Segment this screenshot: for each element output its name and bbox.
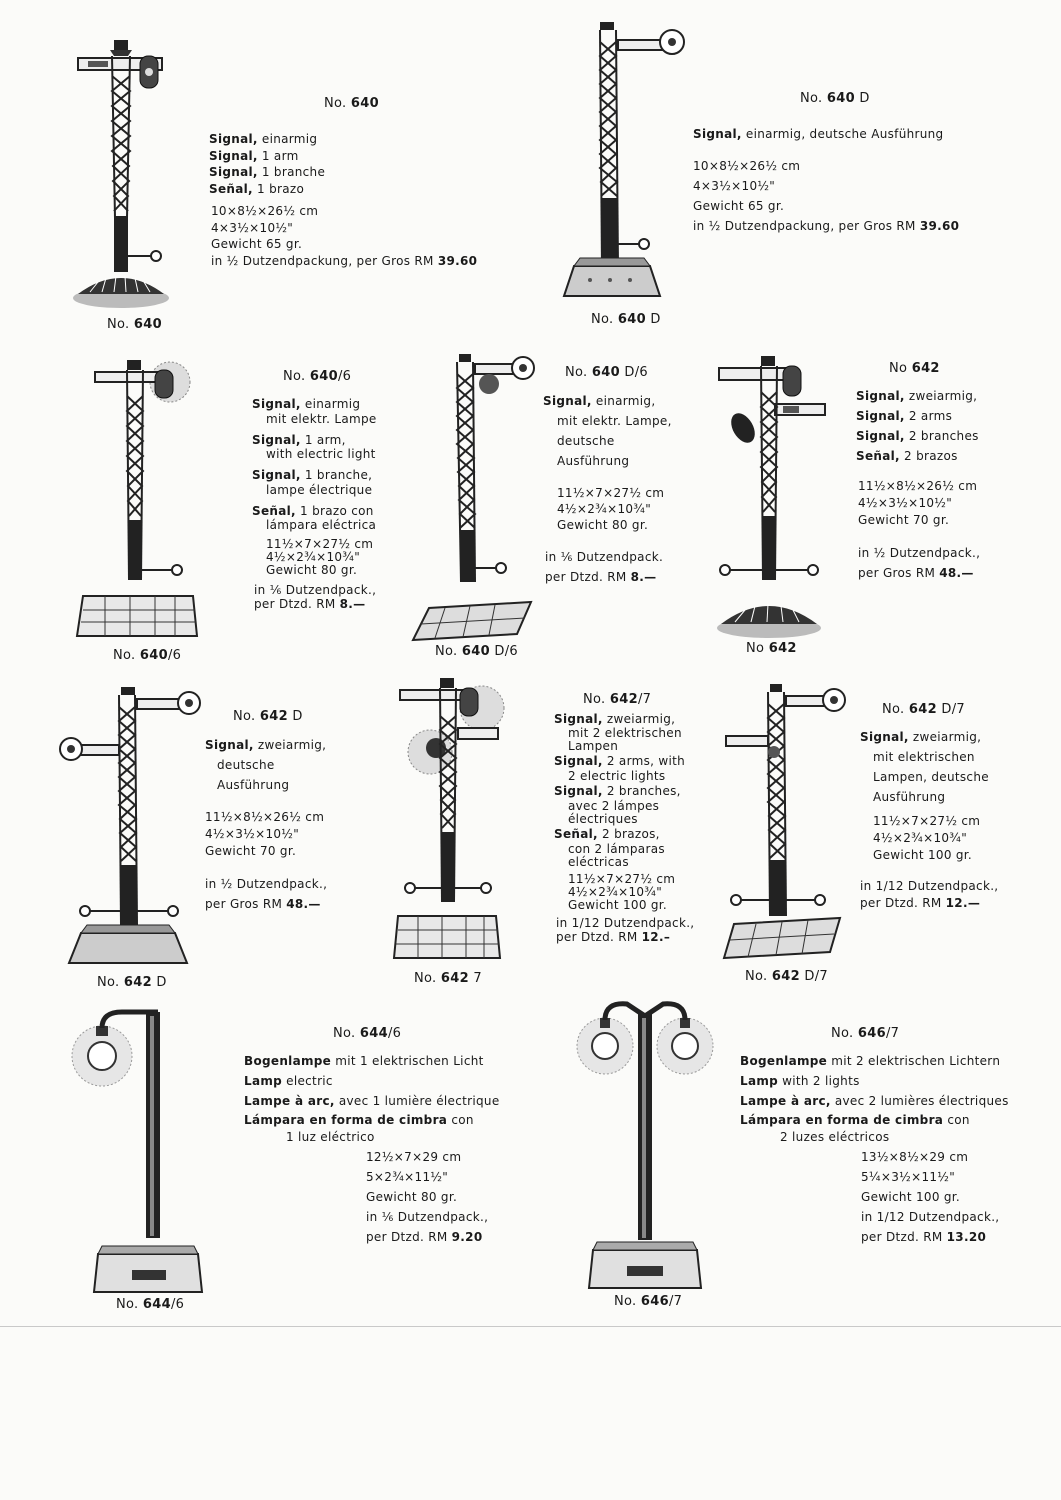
caption-640: No. 640	[107, 317, 162, 332]
signal-642d-illustration	[55, 685, 205, 973]
title-640: No. 640	[324, 96, 379, 111]
caption-646-7: No. 646/7	[614, 1294, 683, 1309]
title-644-6: No. 644/6	[333, 1026, 402, 1041]
caption-640-6: No. 640/6	[113, 648, 182, 663]
title-642-7: No. 642/7	[583, 692, 652, 707]
title-646-7: No. 646/7	[831, 1026, 900, 1041]
signal-640d-6-illustration	[405, 350, 540, 646]
signal-642-illustration	[705, 352, 845, 642]
signal-640-6-illustration	[75, 356, 215, 646]
desc-644-6: Bogenlampe mit 1 elektrischen Licht Lamp electric Lampe à arc, avec 1 lumière électrique Lámpara en forma de cimbra con 1 luz eléctrico 12½×7×29 cm 5×2¾×11½" Gewicht 80 gr. in ⅙ Dutzendpack., per Dtzd. RM 9.20	[244, 1054, 500, 1244]
desc-646-7: Bogenlampe mit 2 elektrischen Lichtern Lamp with 2 lights Lampe à arc, avec 2 lumières électriques Lámpara en forma de cimbra con 2 luzes eléctricos 13½×8½×29 cm 5¼×3½×11½" Gewicht 100 gr. in 1/12 Dutzendpack., per Dtzd. RM 13.20	[740, 1054, 1009, 1244]
desc-640-6: Signal, einarmig mit elektr. Lampe Signal, 1 arm, with electric light Signal, 1 branche, lampe électrique Señal, 1 brazo con lámpara eléctrica 11½×7×27½ cm 4½×2¾×10¾" Gewicht 80 gr. in ⅙ Dutzendpack., per Dtzd. RM 8.—	[252, 397, 377, 611]
caption-642d-7: No. 642 D/7	[745, 969, 828, 984]
caption-642-7: No. 642 7	[414, 971, 482, 986]
title-640-6: No. 640/6	[283, 369, 352, 384]
signal-642-7-illustration	[390, 672, 540, 968]
title-642d-7: No. 642 D/7	[882, 702, 965, 717]
desc-642: Signal, zweiarmig, Signal, 2 arms Signal, 2 branches Señal, 2 brazos 11½×8½×26½ cm 4½×3½×10½" Gewicht 70 gr. in ½ Dutzendpack., per Gros RM 48.—	[856, 389, 981, 580]
desc-640d-6: Signal, einarmig, mit elektr. Lampe, deutsche Ausführung 11½×7×27½ cm 4½×2¾×10¾" Gewicht 80 gr. in ⅙ Dutzendpack. per Dtzd. RM 8.—	[543, 394, 672, 584]
title-640d-6: No. 640 D/6	[565, 365, 648, 380]
title-642: No 642	[889, 361, 940, 376]
title-640d: No. 640 D	[800, 91, 870, 106]
desc-642-7: Signal, zweiarmig, mit 2 elektrischen Lampen Signal, 2 arms, with 2 electric lights Signal, 2 branches, avec 2 lámpes électriques Señal, 2 brazos, con 2 lámparas eléctricas 11½×7×27½ cm 4½×2¾×10¾" Gewicht 100 gr. in 1/12 Dutzendpack., per Dtzd. RM 12.–	[554, 712, 695, 944]
desc-642d: Signal, zweiarmig, deutsche Ausführung 11½×8½×26½ cm 4½×3½×10½" Gewicht 70 gr. in ½ Dutzendpack., per Gros RM 48.—	[205, 738, 328, 911]
signal-642d-7-illustration	[712, 680, 862, 970]
caption-642d: No. 642 D	[97, 975, 167, 990]
desc-642d-7: Signal, zweiarmig, mit elektrischen Lampen, deutsche Ausführung 11½×7×27½ cm 4½×2¾×10¾" Gewicht 100 gr. in 1/12 Dutzendpack., per Dtzd. RM 12.—	[860, 730, 999, 910]
desc-640d: Signal, einarmig, deutsche Ausführung 10×8½×26½ cm 4×3½×10½" Gewicht 65 gr. in ½ Dutzendpackung, per Gros RM 39.60	[693, 127, 960, 233]
page-bottom-rule	[0, 1326, 1061, 1327]
signal-640-illustration	[60, 36, 200, 314]
caption-644-6: No. 644/6	[116, 1297, 185, 1312]
desc-640: Signal, einarmig Signal, 1 arm Signal, 1 branche Señal, 1 brazo 10×8½×26½ cm 4×3½×10½" Gewicht 65 gr. in ½ Dutzendpackung, per Gros RM 39.60	[209, 132, 478, 268]
caption-640d-6: No. 640 D/6	[435, 644, 518, 659]
signal-640d-illustration	[560, 18, 690, 306]
caption-642: No 642	[746, 641, 797, 656]
arc-lamp-646-7-illustration	[565, 996, 725, 1296]
caption-640d: No. 640 D	[591, 312, 661, 327]
arc-lamp-644-6-illustration	[62, 1002, 212, 1298]
title-642d: No. 642 D	[233, 709, 303, 724]
